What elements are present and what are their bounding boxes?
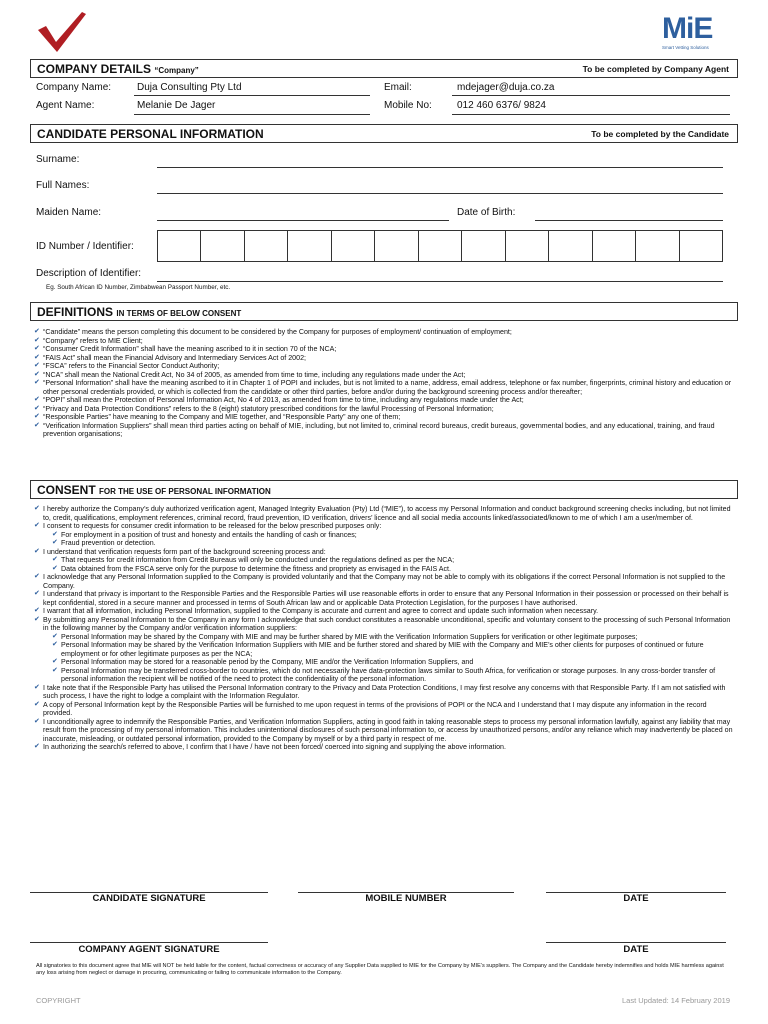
agent-signature-line[interactable] [30, 942, 268, 943]
surname-label: Surname: [36, 154, 80, 165]
candidate-signature-label: CANDIDATE SIGNATURE [92, 893, 206, 904]
list-item: ✔ “Responsible Parties” have meaning to the Company and MIE together, and “Responsible Party” any one of them; [34, 413, 401, 421]
id-number-label: ID Number / Identifier: [36, 241, 134, 252]
date-label-1: DATE [623, 893, 649, 904]
list-item: ✔ Data obtained from the FSCA serve only for the purpose to determine the fitness and propriety as envisaged in the FAIS Act. [52, 564, 451, 573]
list-item: ✔ “Company” refers to MIE Client; [34, 336, 143, 345]
date-label-2: DATE [623, 944, 649, 955]
list-item: ✔ I acknowledge that any Personal Information supplied to the Company is provided voluntarily and that the Company may not be able to comply with its obligations if the correct Personal Information is not supplied to the Company. [34, 573, 726, 590]
list-item: ✔ “Consumer Credit Information” shall have the meaning ascribed to it in section 70 of the NCA; [34, 345, 337, 353]
list-item: ✔ I understand that privacy is important to the Responsible Parties and the Responsible Parties will use reasonable efforts in order to ensure that any Personal Information in their possession or processed on their behalf is kept confidential, stored in a secure manner and processed in terms of South African law and or applicable Data Protection Legislation, for the purposes I have authorised. [34, 590, 729, 607]
list-item: ✔ For employment in a position of trust and honesty and entails the handling of cash or finances; [52, 530, 357, 539]
surname-field[interactable] [157, 167, 723, 168]
id-number-grid[interactable] [157, 230, 723, 262]
agent-name-line [134, 114, 370, 115]
list-item: ✔ “Personal Information” shall have the meaning ascribed to it in Chapter 1 of POPI and includes, but is not limited to a name, address, email address, telephone or fax number, fingerprints, criminal history and education or other personal credentials provided, or which is collected from the candidate or other third parties, before and/or during the background screening process and/or thereafter; [34, 379, 732, 396]
candidate-title: CANDIDATE PERSONAL INFORMATION [37, 127, 264, 141]
candidate-header [30, 124, 738, 143]
list-item: ✔ “Candidate” means the person completing this document to be considered by the Company for purposes of employment/ continuation of employment; [34, 328, 512, 336]
company-name-value[interactable]: Duja Consulting Pty Ltd [137, 82, 242, 93]
checkmark-logo-icon [36, 10, 88, 54]
email-value[interactable]: mdejager@duja.co.za [457, 82, 555, 93]
list-item: ✔ A copy of Personal Information kept by the Responsible Parties will be furnished to me upon request in terms of the provisions of POPI or the NCA and I understand that I may dispute any information in the record provided. [34, 700, 707, 717]
list-item: ✔ “POPI” shall mean the Protection of Personal Information Act, No 4 of 2013, as amended from time to time, including any regulations made under the Act; [34, 396, 524, 404]
definitions-title: DEFINITIONS IN TERMS OF BELOW CONSENT [37, 305, 242, 319]
company-name-label: Company Name: [36, 82, 112, 93]
mie-logo [662, 14, 722, 56]
definitions-header [30, 302, 738, 321]
last-updated-text: Last Updated: 14 February 2019 [622, 996, 730, 1005]
mie-logo-text: MiE [662, 12, 713, 45]
list-item: ✔ I unconditionally agree to indemnify the Responsible Parties, and Verification Information Suppliers, acting in good faith in taking reasonable steps to process my personal information lawfully, against any liability that may result from the processing of my personal information. This includes unintentional disclosures of such personal information to, or access by unauthorized persons, and/or any reliance which may inadvertently be placed on inaccurate, misleading, or outdated personal information, provided to the Company by myself or by a third party in respect of me. [34, 717, 733, 743]
consent-header [30, 480, 738, 499]
list-item: ✔ “Verification Information Suppliers” shall mean third parties acting on behalf of MIE, including, but not limited to, criminal record bureaus, credit bureaus, governmental bodies, and any educational, training, and fraud prevention organisations; [34, 421, 715, 438]
identifier-description-label: Description of Identifier: [36, 268, 142, 279]
list-item: ✔ That requests for credit information from Credit Bureaus will only be conducted under the regulations defined as per the NCA; [52, 556, 455, 564]
list-item: ✔ I hereby authorize the Company’s duly authorized verification agent, Managed Integrity Evaluation (Pty) Ltd (“MIE”), to access my Personal Information and conduct background screening checks including, but not limited to, credit, qualifications, employment references, criminal record, fraud prevention, ID verification, drivers’ licence and all social media accounts linked/associated/known to me of which I am a user/member of. [34, 505, 731, 522]
copyright-text: COPYRIGHT [36, 996, 81, 1005]
agent-signature-label: COMPANY AGENT SIGNATURE [78, 944, 220, 955]
consent-list [34, 505, 734, 752]
company-details-header [30, 59, 738, 78]
maiden-name-label: Maiden Name: [36, 207, 102, 218]
list-item: ✔ I warrant that all information, including Personal Information, supplied to the Company is accurate and current and agree to correct and update such information when necessary. [34, 607, 599, 615]
disclaimer-text: All signatories to this document agree that MIE will NOT be held liable for the content, factual correctness or accuracy of any Supplier Data supplied to MIE for the Company by MIE’s suppliers. The Company and the Candidate hereby indemnifies and holds MIE harmless against any loss arising from neglect or damage in procuring, communicating or failing to communicate information to the Company. [36, 963, 724, 976]
mie-logo-tagline: Smart Vetting Solutions [662, 45, 709, 50]
dob-field[interactable] [535, 220, 723, 221]
list-item: ✔ Personal Information may be transferred cross-border to countries, which do not necessarily have data-protection laws similar to South Africa, for verification or storage purposes. In any cross-border transfer of personal information the recipient will be notified of the need to protect the confidentiality of the personal information. [52, 666, 716, 683]
list-item: ✔ “NCA” shall mean the National Credit Act, No 34 of 2005, as amended from time to time, including any regulations made under the Act; [34, 370, 466, 379]
mobile-label: Mobile No: [384, 100, 432, 111]
definitions-list [34, 328, 734, 439]
list-item: ✔ Fraud prevention or detection. [52, 539, 156, 547]
agent-name-value[interactable]: Melanie De Jager [137, 100, 216, 111]
company-details-title: COMPANY DETAILS “Company” [37, 62, 199, 76]
list-item: ✔ Personal Information may be shared by the Verification Information Suppliers with MIE and be further stored and shared by MIE with the Company and MIE’s other clients for purposes of continued or future employment or for other legitimate purposes as per the NCA; [52, 641, 704, 658]
list-item: ✔ I understand that verification requests form part of the background screening process and: [34, 547, 326, 556]
company-agent-note: To be completed by Company Agent [582, 64, 729, 74]
mobile-line [452, 114, 730, 115]
dob-label: Date of Birth: [457, 207, 516, 218]
consent-title: CONSENT FOR THE USE OF PERSONAL INFORMATION [37, 483, 271, 497]
identifier-description-field[interactable] [157, 281, 723, 282]
list-item: ✔ By submitting any Personal Information to the Company in any form I acknowledge that such conduct constitutes a reasonable unconditional, specific and voluntary consent to the processing of such Personal Information in the following manner by the Company and/or verification information suppliers: [34, 615, 731, 632]
list-item: ✔ Personal Information may be stored for a reasonable period by the Company, MIE and/or the Verification Information Suppliers, and [52, 658, 474, 666]
full-names-field[interactable] [157, 193, 723, 194]
identifier-description-hint: Eg. South African ID Number, Zimbabwean Passport Number, etc. [46, 284, 231, 291]
company-name-line [134, 95, 370, 96]
list-item: ✔ I consent to requests for consumer credit information to be released for the below prescribed purposes only: [34, 522, 382, 530]
list-item: ✔ “FSCA” refers to the Financial Sector Conduct Authority; [34, 362, 220, 370]
email-label: Email: [384, 82, 412, 93]
list-item: ✔ “Privacy and Data Protection Conditions” refers to the 8 (eight) statutory prescribed conditions for the lawful Processing of Personal Information; [34, 404, 494, 413]
mobile-number-label: MOBILE NUMBER [365, 893, 447, 904]
candidate-note: To be completed by the Candidate [591, 129, 729, 139]
date-line-2[interactable] [546, 942, 726, 943]
email-line [452, 95, 730, 96]
mobile-value[interactable]: 012 460 6376/ 9824 [457, 100, 546, 111]
list-item: ✔ Personal Information may be shared by the Company with MIE and may be further shared by MIE with the Verification Information Suppliers for verification or other legitimate purposes; [52, 632, 638, 641]
agent-name-label: Agent Name: [36, 100, 95, 111]
full-names-label: Full Names: [36, 180, 90, 191]
list-item: ✔ I take note that if the Responsible Party has utilised the Personal Information contrary to the Privacy and Data Protection Conditions, I may first resolve any concerns with that Responsible Party. If I am not satisfied with such process, I have the right to lodge a complaint with the Information Regulator. [34, 683, 726, 700]
list-item: ✔ In authorizing the search/s referred to above, I confirm that I have / have not been forced/ coerced into signing and supplying the above information. [34, 743, 506, 751]
maiden-name-field[interactable] [157, 220, 449, 221]
list-item: ✔ “FAIS Act” shall mean the Financial Advisory and Intermediary Services Act of 2002; [34, 353, 306, 362]
